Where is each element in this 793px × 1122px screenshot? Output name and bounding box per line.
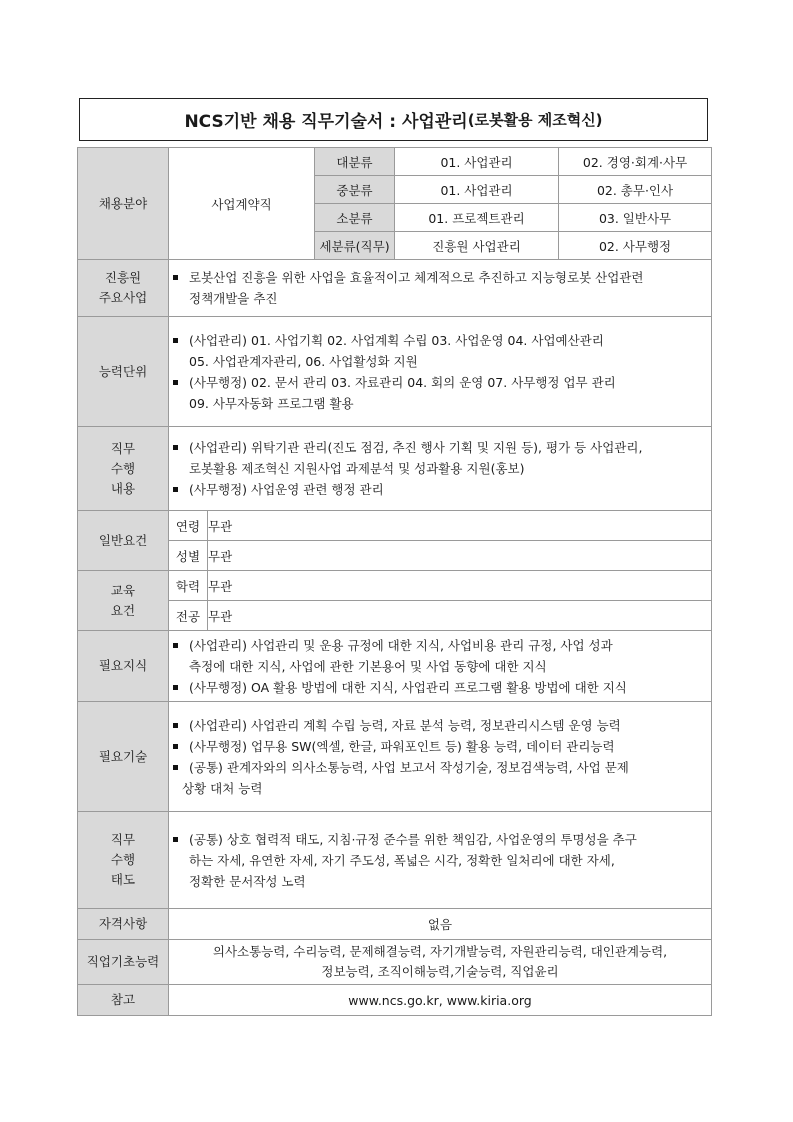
- general-label: 일반요건: [78, 511, 169, 571]
- ability-units-row: [78, 317, 712, 427]
- skills-label: 필요기술: [78, 702, 169, 812]
- title-main: NCS기반 채용 직무기술서 : 사업관리: [184, 112, 468, 132]
- knowledge-content: (사업관리) 사업관리 및 운용 규정에 대한 지식, 사업비용 관리 규정, 사업 성과 측정에 대한 지식, 사업에 관한 기본용어 및 사업 동향에 대한 지식 (사무행정) OA 활용 방법에 대한 지식, 사업관리 프로그램 활용 방법에 대한 지식: [169, 631, 712, 702]
- education-row-1: [78, 571, 712, 601]
- bullet-item: (사업관리) 01. 사업기획 02. 사업계획 수립 03. 사업운영 04. 사업예산관리: [169, 330, 711, 351]
- field-name: 사업계약직: [169, 148, 315, 260]
- skills-row: [78, 702, 712, 812]
- skills-content: (사업관리) 사업관리 계획 수립 능력, 자료 분석 능력, 정보관리시스템 운영 능력 (사무행정) 업무용 SW(엑셀, 한글, 파워포인트 등) 활용 능력, 데이터 관리능력 (공통) 관계자와의 의사소통능력, 사업 보고서 작성기술, 정보검색능력, 사업 문제 상황 대처 능력: [169, 702, 712, 812]
- qualification-row: [78, 909, 712, 940]
- main-business-content: 로봇산업 진흥을 위한 사업을 효율적이고 체계적으로 추진하고 지능형로봇 산업관련 정책개발을 추진: [169, 260, 712, 317]
- level-value-2: 02. 총무·인사: [559, 176, 712, 204]
- general-row-1: [78, 511, 712, 541]
- qualification-label: 자격사항: [78, 909, 169, 940]
- duties-label: 직무 수행 내용: [78, 427, 169, 511]
- basic-ability-row: [78, 940, 712, 985]
- bullet-item: (사무행정) 업무용 SW(엑셀, 한글, 파워포인트 등) 활용 능력, 데이터 관리능력: [169, 736, 711, 757]
- level-value-1: 01. 프로젝트관리: [395, 204, 559, 232]
- age-value: 무관: [208, 511, 712, 541]
- attitude-content: (공통) 상호 협력적 태도, 지침·규정 준수를 위한 책임감, 사업운영의 투명성을 추구 하는 자세, 유연한 자세, 자기 주도성, 폭넓은 시각, 정확한 일처리에 대한 자세, 정확한 문서작성 노력: [169, 812, 712, 909]
- bullet-item: (사무행정) 사업운영 관련 행정 관리: [169, 479, 711, 500]
- bullet-item: (공통) 상호 협력적 태도, 지침·규정 준수를 위한 책임감, 사업운영의 투명성을 추구: [169, 829, 711, 850]
- field-row-1: [78, 148, 712, 176]
- duties-row: [78, 427, 712, 511]
- knowledge-label: 필요지식: [78, 631, 169, 702]
- level-label: 세분류(직무): [315, 232, 395, 260]
- bullet-item: (사업관리) 위탁기관 관리(진도 점검, 추진 행사 기획 및 지원 등), 평가 등 사업관리,: [169, 437, 711, 458]
- qualification-value: 없음: [169, 909, 712, 940]
- level-value-2: 03. 일반사무: [559, 204, 712, 232]
- major-label: 전공: [169, 601, 208, 631]
- main-business-label: 진흥원 주요사업: [78, 260, 169, 317]
- degree-value: 무관: [208, 571, 712, 601]
- document-title: [79, 98, 708, 141]
- level-label: 대분류: [315, 148, 395, 176]
- reference-label: 참고: [78, 985, 169, 1016]
- bullet-item: (사업관리) 사업관리 및 운용 규정에 대한 지식, 사업비용 관리 규정, 사업 성과: [169, 635, 711, 656]
- degree-label: 학력: [169, 571, 208, 601]
- field-label: 채용분야: [78, 148, 169, 260]
- bullet-item: (사업관리) 사업관리 계획 수립 능력, 자료 분석 능력, 정보관리시스템 운영 능력: [169, 715, 711, 736]
- ability-units-label: 능력단위: [78, 317, 169, 427]
- education-label: 교육 요건: [78, 571, 169, 631]
- job-description-table: [77, 147, 712, 1016]
- level-value-2: 02. 경영·회계·사무: [559, 148, 712, 176]
- bullet-item: (사무행정) 02. 문서 관리 03. 자료관리 04. 회의 운영 07. 사무행정 업무 관리: [169, 372, 711, 393]
- level-value-1: 01. 사업관리: [395, 176, 559, 204]
- level-label: 소분류: [315, 204, 395, 232]
- basic-ability-label: 직업기초능력: [78, 940, 169, 985]
- bullet-item: (사무행정) OA 활용 방법에 대한 지식, 사업관리 프로그램 활용 방법에 대한 지식: [169, 677, 711, 698]
- main-business-row: [78, 260, 712, 317]
- basic-ability-content: 의사소통능력, 수리능력, 문제해결능력, 자기개발능력, 자원관리능력, 대인관계능력, 정보능력, 조직이해능력,기술능력, 직업윤리: [169, 940, 712, 985]
- education-row-2: [78, 601, 712, 631]
- bullet-item: (공통) 관계자와의 의사소통능력, 사업 보고서 작성기술, 정보검색능력, 사업 문제: [169, 757, 711, 778]
- level-value-1: 진흥원 사업관리: [395, 232, 559, 260]
- attitude-label: 직무 수행 태도: [78, 812, 169, 909]
- attitude-row: [78, 812, 712, 909]
- age-label: 연령: [169, 511, 208, 541]
- level-value-1: 01. 사업관리: [395, 148, 559, 176]
- bullet-item: 로봇산업 진흥을 위한 사업을 효율적이고 체계적으로 추진하고 지능형로봇 산업관련: [169, 267, 711, 288]
- major-value: 무관: [208, 601, 712, 631]
- knowledge-row: [78, 631, 712, 702]
- level-label: 중분류: [315, 176, 395, 204]
- gender-value: 무관: [208, 541, 712, 571]
- ability-units-content: (사업관리) 01. 사업기획 02. 사업계획 수립 03. 사업운영 04. 사업예산관리 05. 사업관계자관리, 06. 사업활성화 지원 (사무행정) 02. 문서 관리 03. 자료관리 04. 회의 운영 07. 사무행정 업무 관리 09. 사무자동화 프로그램 활용: [169, 317, 712, 427]
- gender-label: 성별: [169, 541, 208, 571]
- title-sub: (로봇활용 제조혁신): [467, 111, 603, 129]
- reference-value: www.ncs.go.kr, www.kiria.org: [169, 985, 712, 1016]
- reference-row: [78, 985, 712, 1016]
- duties-content: (사업관리) 위탁기관 관리(진도 점검, 추진 행사 기획 및 지원 등), 평가 등 사업관리, 로봇활용 제조혁신 지원사업 과제분석 및 성과활용 지원(홍보) (사무행정) 사업운영 관련 행정 관리: [169, 427, 712, 511]
- level-value-2: 02. 사무행정: [559, 232, 712, 260]
- general-row-2: [78, 541, 712, 571]
